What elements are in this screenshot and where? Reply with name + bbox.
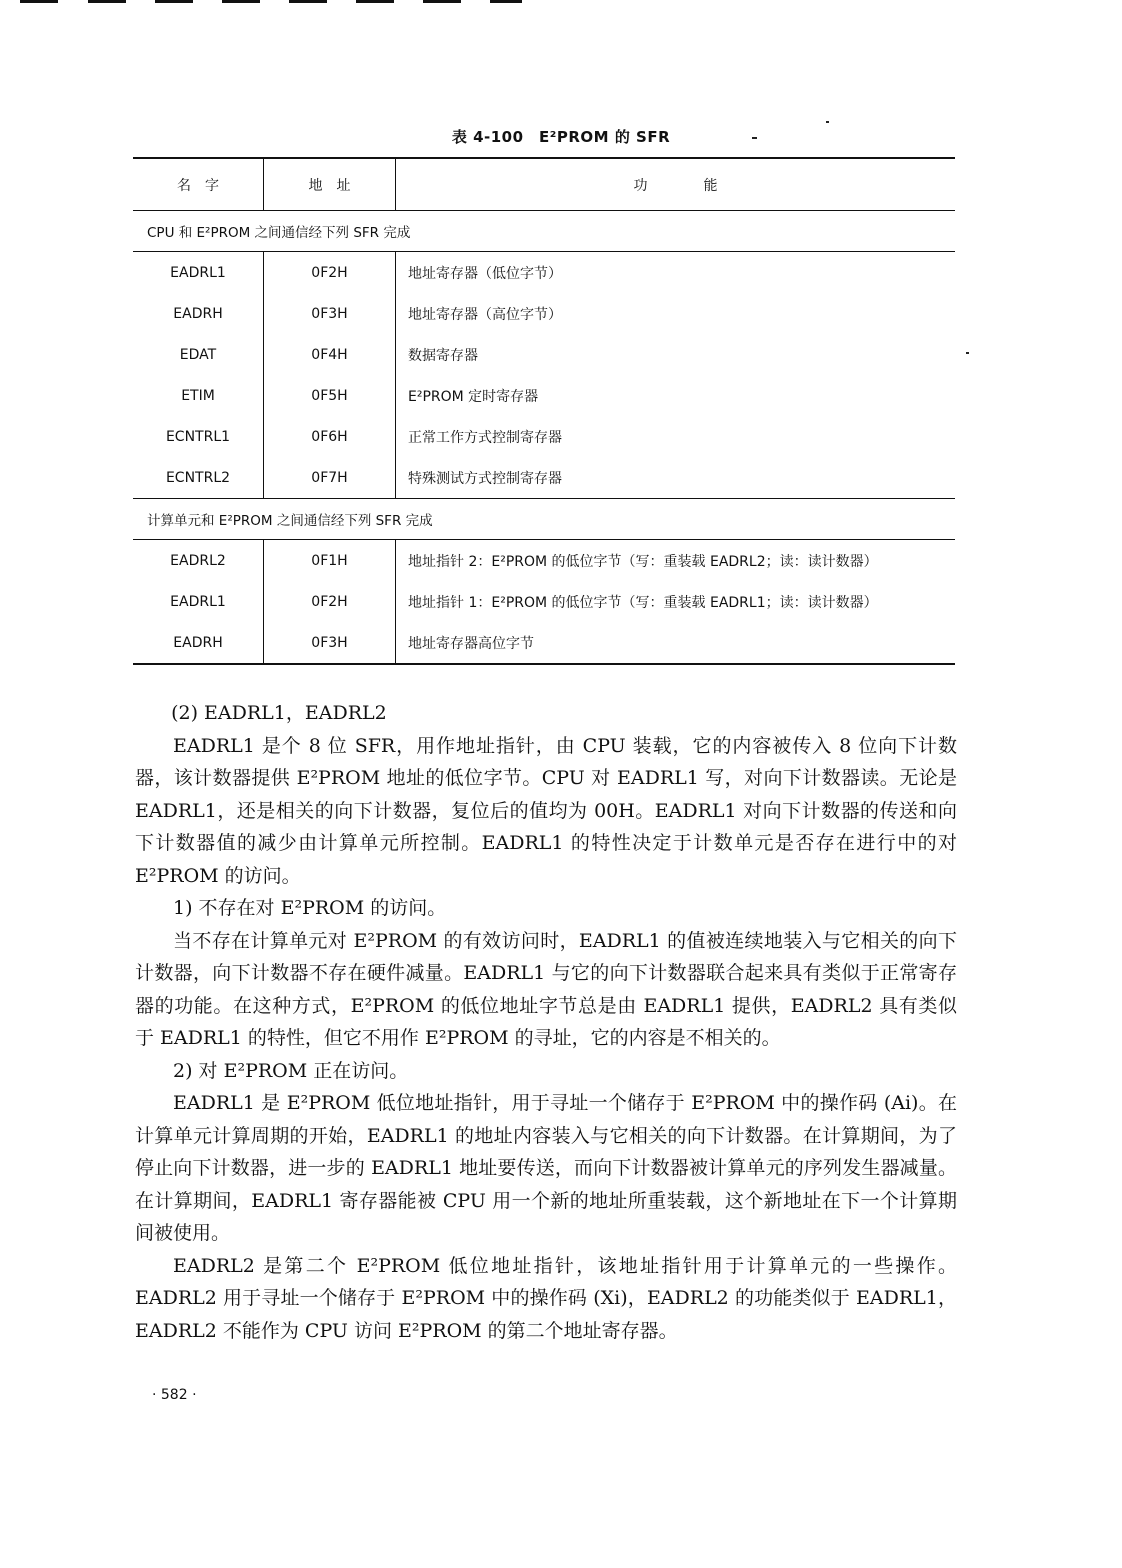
- header-function: 功 能: [396, 158, 956, 211]
- group-caption-row: [133, 499, 955, 540]
- table-title: 表 4-100 E²PROM 的 SFR: [451, 128, 671, 146]
- cell-function: 数据寄存器: [408, 347, 478, 364]
- page-number: · 582 ·: [152, 1387, 197, 1403]
- cell-name: ECNTRL2: [133, 457, 264, 499]
- scan-artifact: [966, 352, 969, 354]
- table-header-row: [133, 158, 955, 211]
- table-row: [133, 252, 955, 294]
- subheading: 1) 不存在对 E²PROM 的访问。: [173, 897, 447, 919]
- paragraph: EADRL1 是 E²PROM 低位地址指针，用于寻址一个储存于 E²PROM 中的操作码 (Ai)。在计算单元计算周期的开始，EADRL1 的地址内容装入与它相关的向下计数器。在计算期间，为了停止向下计数器，进一步的 EADRL1 地址要传送，而向下计数器被计算单元的序列发生器减量。在计算期间，EADRL1 寄存器能被 CPU 用一个新的地址所重装载，这个新地址在下一个计算期间被使用。: [135, 1092, 957, 1244]
- paragraph: EADRL2 是第二个 E²PROM 低位地址指针，该地址指针用于计算单元的一些操作。EADRL2 用于寻址一个储存于 E²PROM 中的操作码 (Xi)，EADRL2 的功能类似于 EADRL1，EADRL2 不能作为 CPU 访问 E²PROM 的第二个地址寄存器。: [135, 1254, 957, 1342]
- cell-function: 特殊测试方式控制寄存器: [408, 470, 562, 487]
- cell-address: 0F2H: [264, 252, 396, 294]
- cell-function: 地址指针 2：E²PROM 的低位字节（写：重装载 EADRL2；读：读计数器）: [408, 553, 878, 570]
- group-caption: CPU 和 E²PROM 之间通信经下列 SFR 完成: [133, 211, 955, 252]
- cell-address: 0F1H: [264, 540, 396, 582]
- scan-artifact: [20, 0, 58, 3]
- cell-function: 地址寄存器高位字节: [396, 622, 956, 664]
- cell-address: 0F3H: [264, 293, 396, 334]
- cell-name: EADRL1: [133, 252, 264, 294]
- table-row: [133, 540, 955, 582]
- header-name: 名 字: [133, 158, 264, 211]
- table-row: [133, 293, 955, 334]
- table-row: [133, 375, 955, 416]
- group-caption-row: [133, 211, 955, 252]
- scan-artifact: [356, 0, 394, 3]
- group-caption: 计算单元和 E²PROM 之间通信经下列 SFR 完成: [133, 499, 955, 540]
- body-text: [135, 697, 957, 1347]
- header-address: 地 址: [264, 158, 396, 211]
- cell-name: EADRH: [133, 293, 264, 334]
- cell-address: 0F5H: [264, 375, 396, 416]
- cell-function: 正常工作方式控制寄存器: [408, 429, 562, 446]
- cell-name: EADRL1: [133, 581, 264, 622]
- cell-address: 0F4H: [264, 334, 396, 375]
- scan-artifact: [826, 121, 829, 123]
- paragraph: EADRL1 是个 8 位 SFR，用作地址指针，由 CPU 装载，它的内容被传入 8 位向下计数器，该计数器提供 E²PROM 地址的低位字节。CPU 对 EADRL1 写，对向下计数器读。无论是 EADRL1，还是相关的向下计数器，复位后的值均为 00H。EADRL1 对向下计数器的传送和向下计数器值的减少由计算单元所控制。EADRL1 的特性决定于计数单元是否存在进行中的对 E²PROM 的访问。: [135, 734, 957, 887]
- cell-address: 0F6H: [264, 416, 396, 457]
- cell-name: EADRL2: [133, 540, 264, 582]
- table-row: [133, 457, 955, 499]
- cell-name: EDAT: [133, 334, 264, 375]
- cell-function: 地址寄存器（高位字节）: [408, 306, 562, 323]
- cell-function: E²PROM 定时寄存器: [408, 388, 539, 405]
- cell-address: 0F3H: [264, 622, 396, 664]
- scan-artifact: [289, 0, 327, 3]
- cell-name: EADRH: [133, 622, 264, 664]
- cell-name: ETIM: [133, 375, 264, 416]
- cell-function: 地址指针 1：E²PROM 的低位字节（写：重装载 EADRL1；读：读计数器）: [408, 594, 878, 611]
- cell-address: 0F2H: [264, 581, 396, 622]
- scan-artifact: [490, 0, 522, 3]
- table-row: [133, 581, 955, 622]
- table-row: [133, 334, 955, 375]
- scan-artifact: [222, 0, 260, 3]
- table-row: [133, 416, 955, 457]
- table-row: [133, 622, 955, 664]
- sfr-table: [133, 157, 955, 665]
- scan-artifact: [423, 0, 461, 3]
- cell-name: ECNTRL1: [133, 416, 264, 457]
- scan-artifact: [155, 0, 193, 3]
- scan-artifact: [88, 0, 126, 3]
- section-heading: (2) EADRL1，EADRL2: [171, 702, 387, 724]
- subheading: 2) 对 E²PROM 正在访问。: [173, 1059, 409, 1082]
- paragraph: 当不存在计算单元对 E²PROM 的有效访问时，EADRL1 的值被连续地装入与它相关的向下计数器，向下计数器不存在硬件减量。EADRL1 与它的向下计数器联合起来具有类似于正常寄存器的功能。在这种方式，E²PROM 的低位地址字节总是由 EADRL1 提供，EADRL2 具有类似于 EADRL1 的特性，但它不用作 E²PROM 的寻址，它的内容是不相关的。: [135, 929, 957, 1049]
- cell-function: 地址寄存器（低位字节）: [408, 265, 562, 282]
- cell-address: 0F7H: [264, 457, 396, 499]
